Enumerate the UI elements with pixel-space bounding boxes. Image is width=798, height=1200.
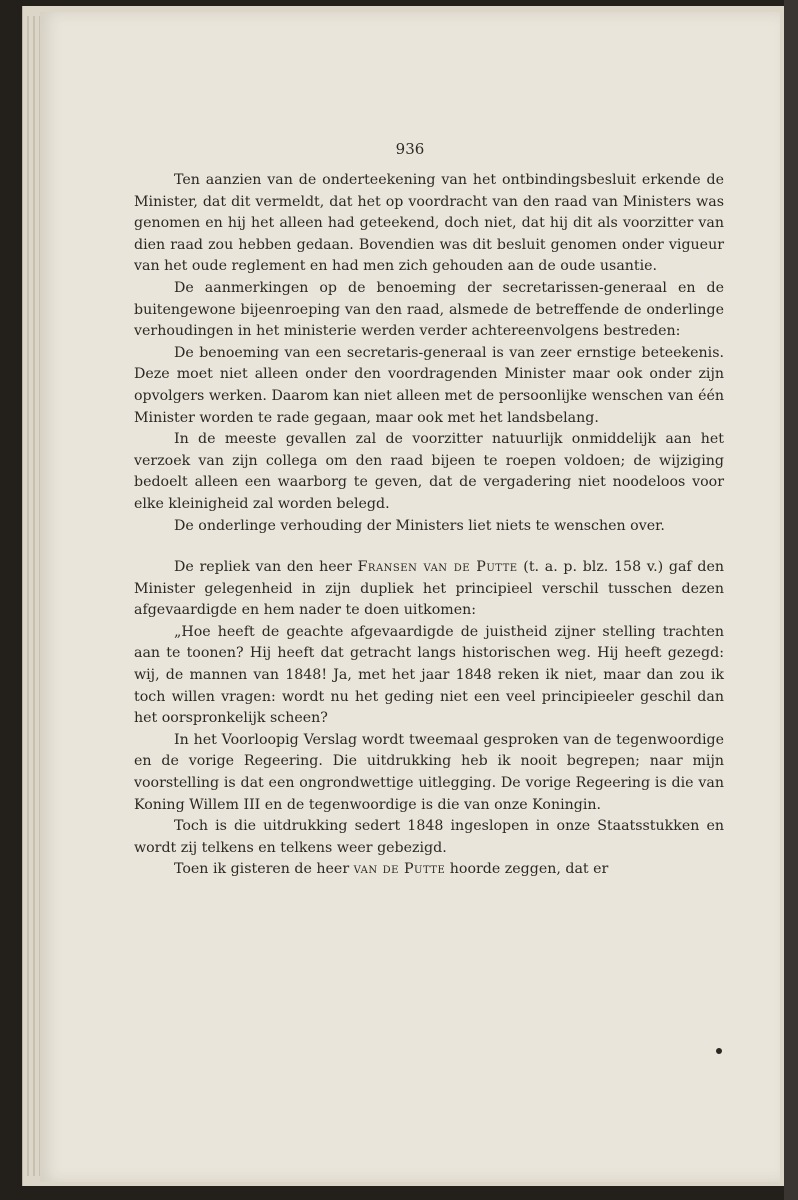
quote-paragraph: Toch is die uitdrukking sedert 1848 ingeslopen in onze Staatsstukken en wordt zij telkens en telkens weer gebezigd.	[134, 818, 724, 856]
paragraph: De aanmerkingen op de benoeming der secretarissen-generaal en de buitengewone bijeenroeping van den raad, alsmede de betreffende de onderlinge verhoudingen in het ministerie werden verder achtereenvolgens bestreden:	[134, 279, 724, 340]
page-edge	[33, 16, 35, 1176]
ink-dot	[716, 1048, 722, 1054]
paragraph: De onderlinge verhouding der Ministers liet niets te wenschen over.	[174, 517, 665, 534]
body-text	[134, 170, 724, 881]
reply-name: Fransen van de Putte	[357, 559, 518, 576]
last-text-after: hoorde zeggen, dat er	[445, 861, 609, 878]
paragraph: Ten aanzien van de onderteekening van het ontbindingsbesluit erkende de Minister, dat dit vermeldt, dat het op voordracht van den raad van Ministers was genomen en hij het alleen had geteekend, doch niet, dat hij dit als voorzitter van dien raad zou hebben gedaan. Bovendien was dit besluit genomen onder vigueur van het oude reglement en had men zich gehouden aan de oude usantie.	[134, 172, 724, 275]
last-paragraph	[134, 859, 724, 881]
reply-text-before: De repliek van den heer	[174, 559, 358, 576]
page-number: 936	[395, 140, 425, 158]
quote-paragraph: „Hoe heeft de geachte afgevaardigde de juistheid zijner stelling trachten aan te toonen? Hij heeft dat getracht langs historischen weg. Hij heeft gezegd: wij, de mannen van 1848! Ja, met het jaar 1848 reken ik niet, maar dan zou ik toch willen vragen: wordt nu het geding niet een veel principieeler geschil dan het oorspronkelijk scheen?	[134, 623, 724, 727]
paragraph: In de meeste gevallen zal de voorzitter natuurlijk onmiddelijk aan het verzoek van zijn collega om den raad bijeen te roepen voldoen; de wijziging bedoelt alleen een waarborg te geven, dat de vergadering niet noodeloos voor elke kleinigheid zal worden belegd.	[134, 431, 724, 512]
reply-text-after: (t. a. p. blz. 158 v.) gaf den Minister gelegenheid in zijn dupliek het principieel verschil tusschen dezen afgevaardigde en hem nader te doen uitkomen:	[134, 559, 724, 619]
right-binding-strip	[784, 0, 798, 1200]
quote-paragraph: In het Voorloopig Verslag wordt tweemaal gesproken van de tegenwoordige en de vorige Regeering. Die uitdrukking heb ik nooit begrepen; naar mijn voorstelling is dat een ongrondwettige uitlegging. De vorige Regeering is die van Koning Willem III en de tegenwoordige is die van onze Koningin.	[134, 731, 724, 813]
last-name: van de Putte	[353, 861, 446, 878]
paragraph: De benoeming van een secretaris-generaal is van zeer ernstige beteekenis. Deze moet niet alleen onder den voordragenden Minister maar ook onder zijn opvolgers werken. Daarom kan niet alleen met de persoonlijke wenschen van één Minister worden te rade gegaan, maar ook met het landsbelang.	[134, 344, 724, 426]
reply-paragraph	[134, 557, 724, 622]
last-text-before: Toen ik gisteren de heer	[174, 861, 354, 878]
page-edge	[27, 16, 29, 1176]
